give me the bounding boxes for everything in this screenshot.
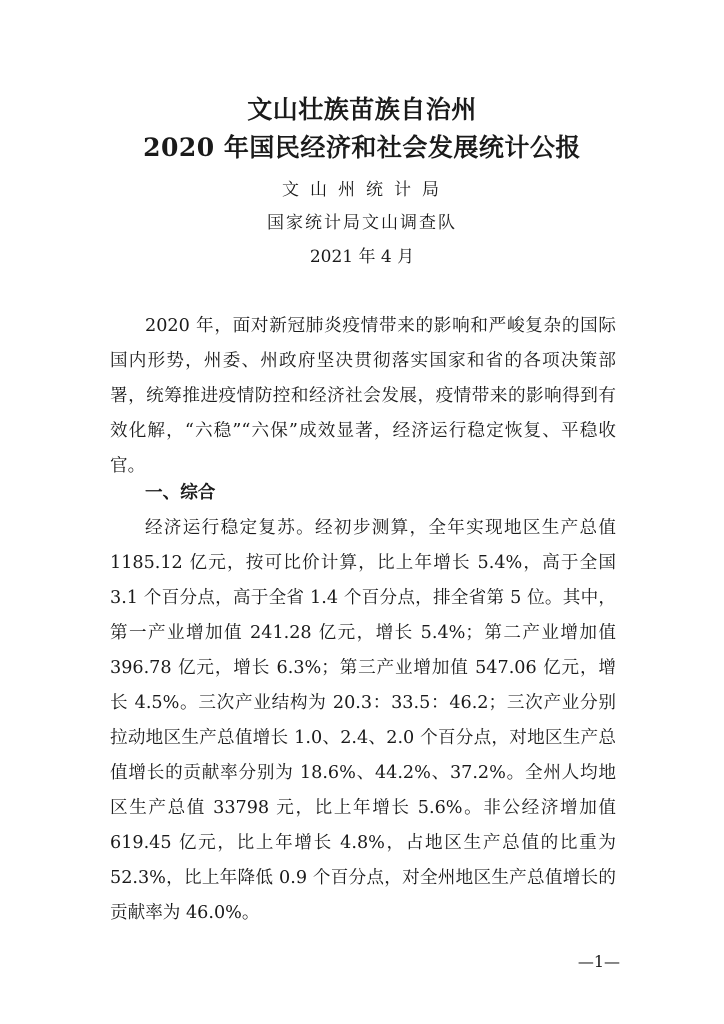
section-paragraph xyxy=(110,511,616,931)
intro-paragraph: 2020 年，面对新冠肺炎疫情带来的影响和严峻复杂的国际国内形势，州委、州政府坚决贯彻落实国家和省的各项决策部署，统筹推进疫情防控和经济社会发展，疫情带来的影响得到有效化解，“六稳”“六保”成效显著，经济运行稳定恢复、平稳收官。 xyxy=(110,316,616,476)
report-title-line1: 文山壮族苗族自治州 xyxy=(247,95,477,124)
page-number: —1— xyxy=(577,952,620,971)
paragraph-lead: 经济运行稳定复苏。 xyxy=(145,518,316,538)
publication-date: 2021 年 4 月 xyxy=(309,247,415,267)
author-bureau: 文山州统计局 xyxy=(282,180,450,200)
author-survey-team: 国家统计局文山调查队 xyxy=(267,213,457,233)
paragraph-text: 经初步测算，全年实现地区生产总值 1185.12 亿元，按可比价计算，比上年增长 5.4%，高于全国 3.1 个百分点，高于全省 1.4 个百分点，排全省第 5 位。其中，第一产业增加值 241.28 亿元，增长 5.4%；第二产业增加值 396.78 亿元，增长 6.3%；第三产业增加值 547.06 亿元，增长 4.5%。三次产业结构为 20.3：33.5：46.2；三次产业分别拉动地区生产总值增长 1.0、2.4、2.0 个百分点，对地区生产总值增长的贡献率分别为 18.6%、44.2%、37.2%。全州人均地区生产总值 33798 元，比上年增长 5.6%。非公经济增加值 619.45 亿元，比上年增长 4.8%，占地区生产总值的比重为 52.3%，比上年降低 0.9 个百分点，对全州地区生产总值增长的贡献率为 46.0%。 xyxy=(110,518,616,923)
section-heading: 一、综合 xyxy=(145,483,216,503)
report-title-line2: 2020 年国民经济和社会发展统计公报 xyxy=(143,133,581,162)
